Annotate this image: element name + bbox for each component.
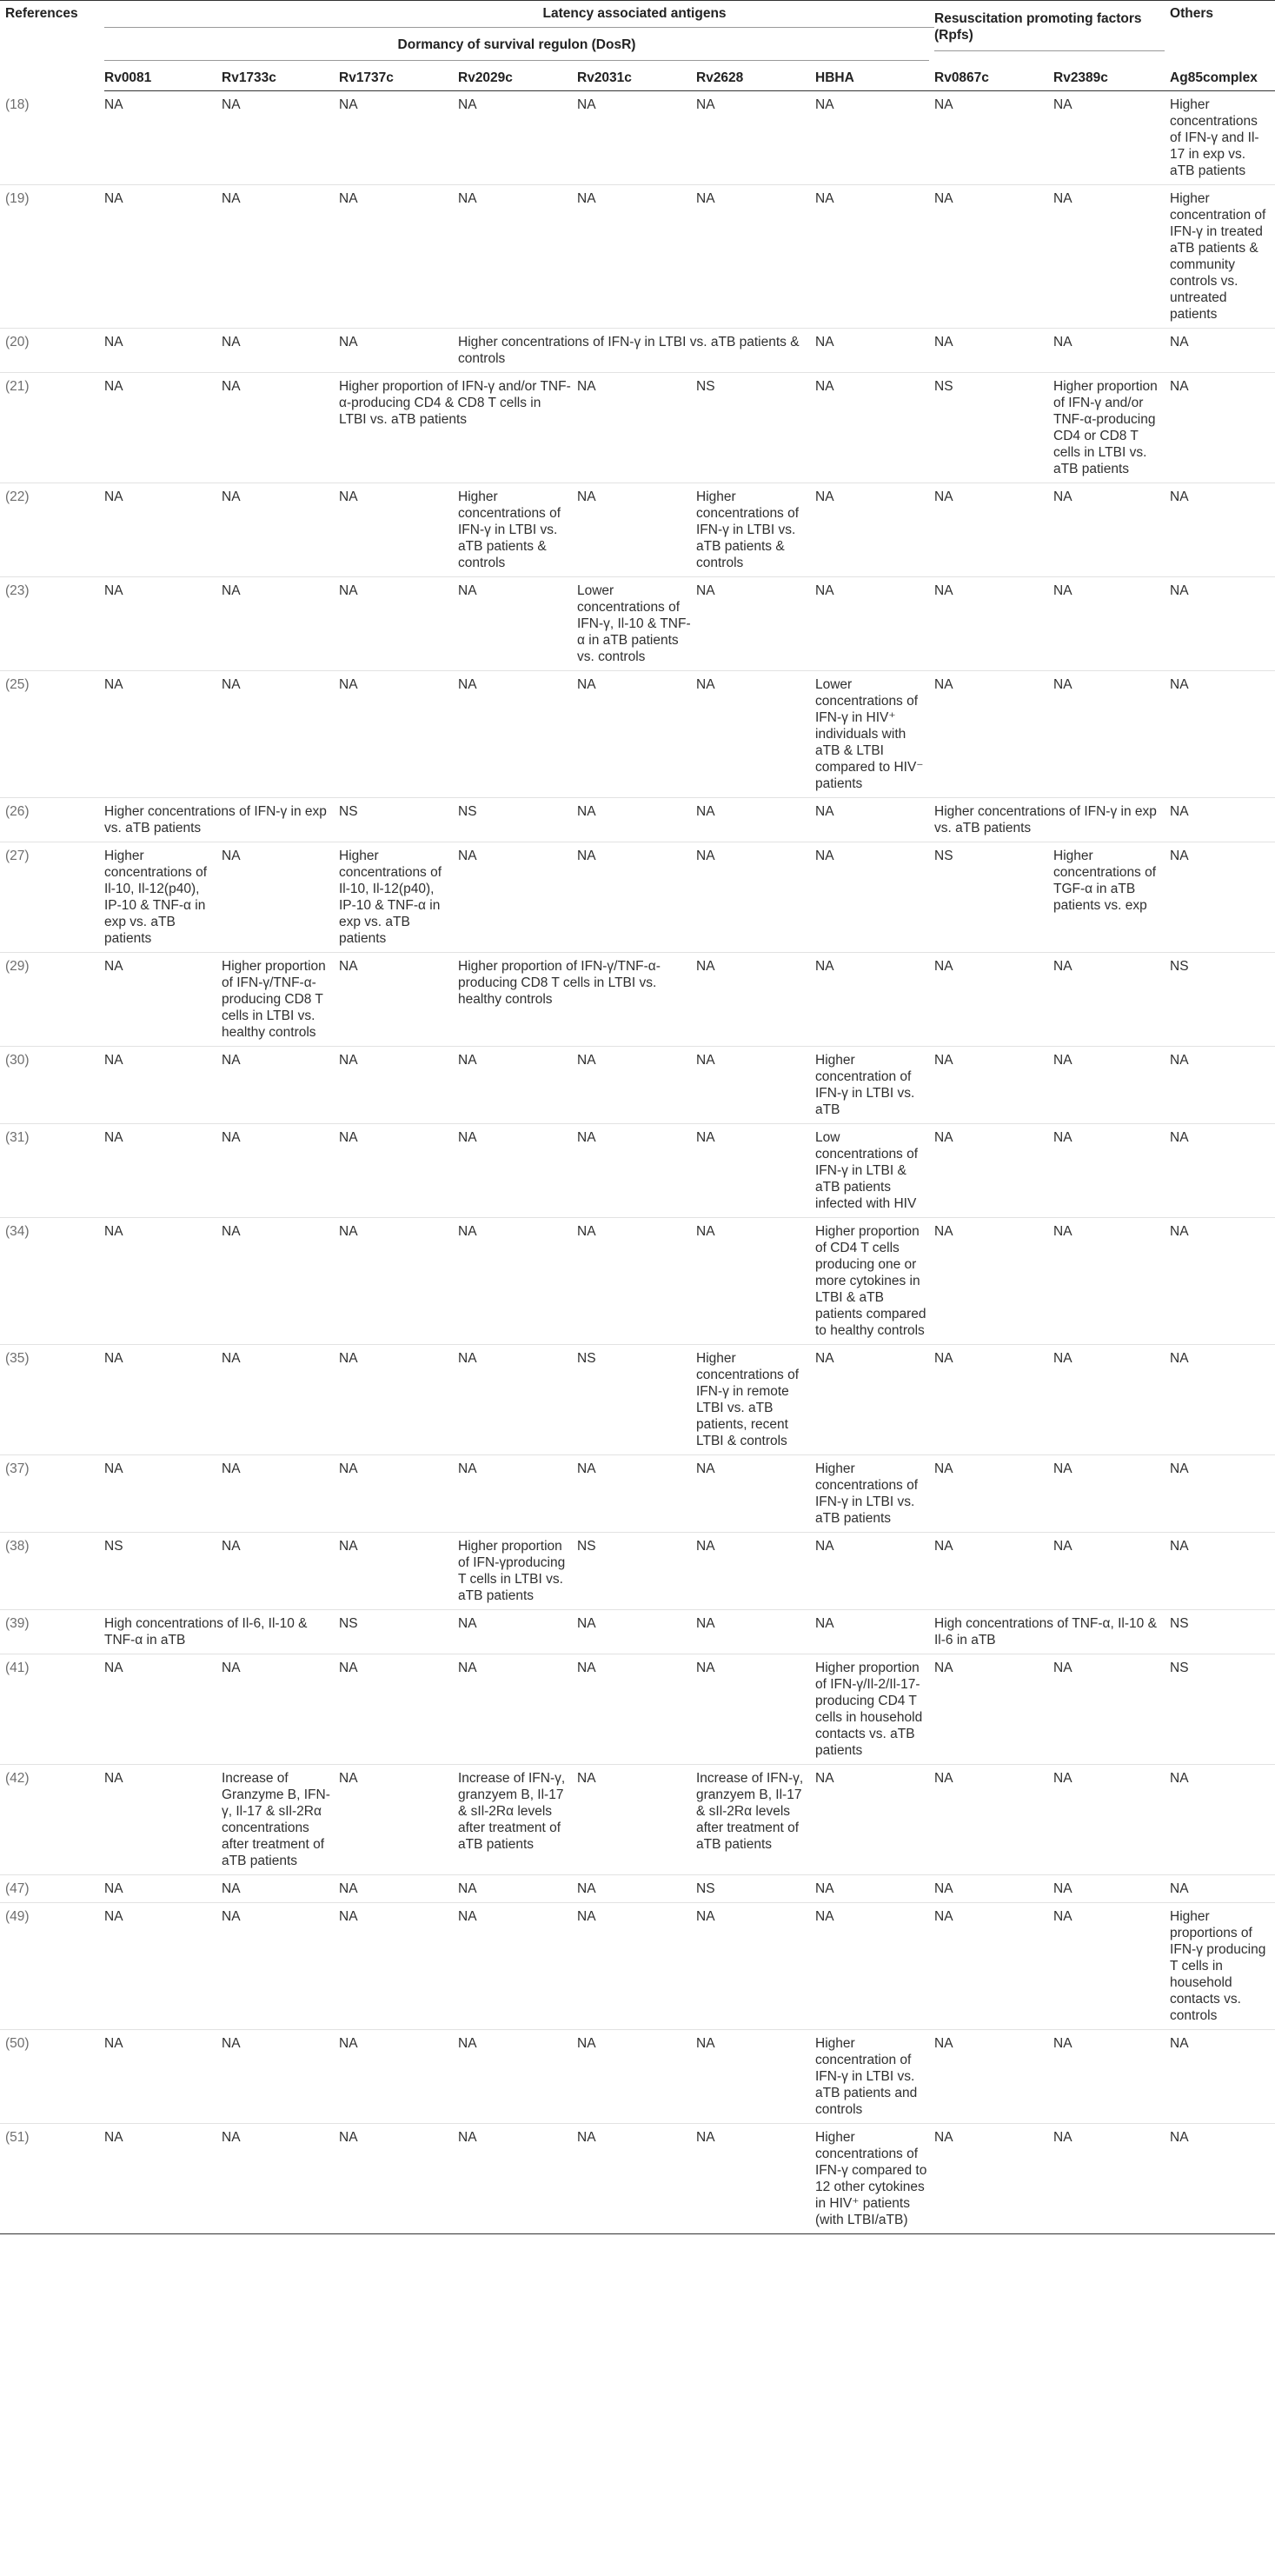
table-cell: NA — [104, 97, 123, 112]
table-cell: NA — [934, 1224, 953, 1239]
table-cell: NA — [339, 1661, 358, 1675]
table-cell: NA — [458, 1351, 477, 1366]
table-cell: High concentrations of Il-6, Il-10 & TNF-α in aTB — [104, 1616, 308, 1647]
table-cell: Increase of Granzyme B, IFN-γ, Il-17 & sIl-2Rα concentrations after treatment of aTB patients — [222, 1771, 330, 1868]
reference-cell: (39) — [5, 1616, 30, 1631]
table-cell: NS — [696, 1881, 715, 1896]
table-cell: NA — [1170, 677, 1189, 692]
table-cell: NA — [104, 1351, 123, 1366]
table-cell: NA — [1170, 2130, 1189, 2145]
table-cell: NA — [1053, 1881, 1072, 1896]
table-cell: NA — [696, 1539, 715, 1554]
table-cell: NA — [104, 335, 123, 349]
table-cell: NA — [1053, 2130, 1072, 2145]
table-cell: Higher proportions of IFN-γ producing T cells in household contacts vs. controls — [1170, 1909, 1266, 2023]
table-cell: NA — [1170, 849, 1189, 863]
table-cell: NA — [1053, 1351, 1072, 1366]
table-cell: NA — [577, 1661, 596, 1675]
table-cell: NA — [934, 677, 953, 692]
reference-cell: (42) — [5, 1771, 30, 1786]
table-cell: NA — [696, 1616, 715, 1631]
reference-cell: (31) — [5, 1130, 30, 1145]
table-cell: NA — [458, 191, 477, 206]
table-row — [0, 1218, 1275, 1345]
table-cell: Higher concentration of IFN-γ in LTBI vs. aTB — [815, 1053, 915, 1117]
table-cell: NA — [577, 2130, 596, 2145]
header-rpfs: Resuscitation promoting factors (Rpfs) — [934, 32, 1170, 65]
table-cell: NA — [815, 1351, 834, 1366]
table-cell: NA — [934, 335, 953, 349]
table-cell: NA — [222, 379, 241, 394]
table-cell: NA — [815, 1616, 834, 1631]
table-cell: Higher concentrations of IFN-γ in LTBI vs. aTB patients & controls — [696, 489, 800, 570]
table-row — [0, 1654, 1275, 1765]
table-cell: NA — [696, 2036, 715, 2051]
header-latency-antigens: Latency associated antigens — [104, 1, 1170, 33]
table-row — [0, 577, 1275, 671]
column-header: Rv1737c — [339, 65, 458, 91]
table-cell: Lower concentrations of IFN-γ, Il-10 & TNF-α in aTB patients vs. controls — [577, 583, 691, 664]
table-cell: NA — [104, 2036, 123, 2051]
reference-cell: (19) — [5, 191, 30, 206]
reference-cell: (22) — [5, 489, 30, 504]
table-cell: NA — [934, 97, 953, 112]
reference-cell: (25) — [5, 677, 30, 692]
table-cell: NA — [696, 849, 715, 863]
reference-cell: (35) — [5, 1351, 30, 1366]
table-cell: NA — [577, 1224, 596, 1239]
table-cell: Higher proportion of IFN-γ and/or TNF-α-producing CD4 or CD8 T cells in LTBI vs. aTB patients — [1053, 379, 1158, 476]
table-cell: NA — [339, 1461, 358, 1476]
table-cell: NA — [696, 677, 715, 692]
table-cell: Higher concentrations of IFN-γ compared to 12 other cytokines in HIV⁺ patients (with LTBI/aTB) — [815, 2130, 927, 2227]
table-row — [0, 1124, 1275, 1218]
table-cell: NA — [458, 849, 477, 863]
table-cell: NA — [1053, 2036, 1072, 2051]
table-cell: NA — [577, 1053, 596, 1068]
table-row — [0, 798, 1275, 842]
table-cell: NA — [696, 1224, 715, 1239]
header-dosr: Dormancy of survival regulon (DosR) — [104, 32, 934, 65]
reference-cell: (41) — [5, 1661, 30, 1675]
table-cell: NA — [339, 1053, 358, 1068]
reference-cell: (47) — [5, 1881, 30, 1896]
table-cell: NA — [577, 1616, 596, 1631]
table-row — [0, 1533, 1275, 1610]
table-row — [0, 483, 1275, 577]
table-cell: NA — [104, 191, 123, 206]
table-cell: NS — [339, 1616, 358, 1631]
table-cell: Increase of IFN-γ, granzyem B, Il-17 & sIl-2Rα levels after treatment of aTB patients — [696, 1771, 804, 1852]
table-row — [0, 373, 1275, 483]
table-cell: NA — [339, 1881, 358, 1896]
table-cell: NA — [934, 191, 953, 206]
column-header: Rv2389c — [1053, 65, 1170, 91]
table-cell: Higher concentration of IFN-γ in treated aTB patients & community controls vs. untreated patients — [1170, 191, 1266, 322]
table-cell: NA — [934, 489, 953, 504]
table-cell: NA — [1053, 489, 1072, 504]
table-cell: NA — [339, 1130, 358, 1145]
table-cell: NA — [104, 959, 123, 974]
table-cell: NA — [339, 1539, 358, 1554]
table-cell: NA — [222, 583, 241, 598]
table-cell: NA — [1170, 1224, 1189, 1239]
table-cell: NA — [696, 191, 715, 206]
table-cell: NS — [1170, 1661, 1189, 1675]
table-cell: NA — [577, 379, 596, 394]
table-cell: NA — [815, 1909, 834, 1924]
table-cell: NA — [577, 97, 596, 112]
table-cell: NA — [1053, 191, 1072, 206]
table-cell: Higher concentrations of IFN-γ in LTBI vs. aTB patients & controls — [458, 335, 800, 366]
table-cell: NA — [815, 379, 834, 394]
table-cell: NA — [1170, 1351, 1189, 1366]
table-cell: NS — [934, 379, 953, 394]
reference-cell: (51) — [5, 2130, 30, 2145]
table-cell: NA — [222, 1224, 241, 1239]
table-cell: NA — [339, 2130, 358, 2145]
table-cell: NA — [934, 1053, 953, 1068]
table-cell: NA — [934, 1130, 953, 1145]
table-cell: NA — [934, 1909, 953, 1924]
table-cell: NS — [934, 849, 953, 863]
table-cell: High concentrations of TNF-α, Il-10 & Il-6 in aTB — [934, 1616, 1157, 1647]
table-cell: NA — [222, 1053, 241, 1068]
table-cell: NA — [222, 1661, 241, 1675]
table-cell: NA — [1170, 379, 1189, 394]
table-cell: NA — [1170, 2036, 1189, 2051]
table-cell: NA — [934, 1771, 953, 1786]
table-cell: NA — [815, 97, 834, 112]
table-cell: NA — [339, 2036, 358, 2051]
reference-cell: (30) — [5, 1053, 30, 1068]
table-cell: NA — [458, 1130, 477, 1145]
table-cell: NA — [458, 1616, 477, 1631]
table-cell: NA — [104, 1909, 123, 1924]
table-cell: NA — [1170, 1053, 1189, 1068]
table-cell: NA — [458, 2130, 477, 2145]
table-cell: NA — [104, 1130, 123, 1145]
table-cell: Higher proportion of CD4 T cells producing one or more cytokines in LTBI & aTB patients compared to healthy controls — [815, 1224, 926, 1338]
table-cell: NA — [458, 1909, 477, 1924]
column-header: Rv1733c — [222, 65, 339, 91]
table-cell: NA — [104, 379, 123, 394]
table-cell: NA — [339, 583, 358, 598]
table-cell: NA — [222, 335, 241, 349]
table-cell: NA — [222, 849, 241, 863]
table-cell: NA — [1053, 1461, 1072, 1476]
column-header: Ag85complex — [1170, 65, 1275, 91]
table-row — [0, 1455, 1275, 1533]
reference-cell: (50) — [5, 2036, 30, 2051]
table-cell: NA — [1170, 489, 1189, 504]
table-cell: NA — [222, 489, 241, 504]
table-cell: NA — [1053, 335, 1072, 349]
table-cell: NA — [934, 959, 953, 974]
table-cell: NA — [339, 1909, 358, 1924]
table-cell: NA — [1170, 1130, 1189, 1145]
table-row — [0, 185, 1275, 329]
table-cell: NA — [458, 1661, 477, 1675]
table-cell: NA — [696, 1661, 715, 1675]
table-cell: NA — [339, 489, 358, 504]
table-cell: NA — [222, 677, 241, 692]
table-cell: NA — [696, 1461, 715, 1476]
table-cell: NA — [1053, 959, 1072, 974]
table-cell: NA — [104, 1881, 123, 1896]
table-cell: NA — [104, 489, 123, 504]
table-cell: NA — [339, 959, 358, 974]
reference-cell: (18) — [5, 97, 30, 112]
table-cell: NA — [696, 1909, 715, 1924]
table-cell: NS — [458, 804, 477, 819]
reference-cell: (27) — [5, 849, 30, 863]
table-cell: NA — [815, 191, 834, 206]
table-row — [0, 1765, 1275, 1875]
table-cell: NS — [577, 1351, 596, 1366]
table-cell: NA — [222, 1539, 241, 1554]
table-cell: NA — [1170, 1539, 1189, 1554]
table-cell: Higher concentration of IFN-γ in LTBI vs. aTB patients and controls — [815, 2036, 918, 2117]
reference-cell: (37) — [5, 1461, 30, 1476]
table-cell: NA — [339, 1771, 358, 1786]
table-cell: NA — [577, 849, 596, 863]
table-cell: NA — [1170, 583, 1189, 598]
column-header: Rv2628 — [696, 65, 815, 91]
table-cell: NA — [815, 1771, 834, 1786]
table-cell: NA — [222, 1881, 241, 1896]
table-cell: NA — [815, 1539, 834, 1554]
table-cell: NA — [577, 489, 596, 504]
table-cell: NA — [696, 583, 715, 598]
table-cell: NA — [1170, 1881, 1189, 1896]
table-cell: NS — [104, 1539, 123, 1554]
table-cell: Higher concentrations of IFN-γ in remote LTBI vs. aTB patients, recent LTBI & controls — [696, 1351, 800, 1448]
table-cell: NA — [458, 1053, 477, 1068]
table-cell: Higher concentrations of TGF-α in aTB patients vs. exp — [1053, 849, 1157, 913]
table-cell: NA — [339, 191, 358, 206]
table-cell: NA — [577, 1909, 596, 1924]
table-cell: NA — [934, 1539, 953, 1554]
table-cell: NA — [339, 1224, 358, 1239]
table-cell: NA — [815, 335, 834, 349]
table-cell: NA — [577, 677, 596, 692]
reference-cell: (20) — [5, 335, 30, 349]
table-cell: NA — [222, 97, 241, 112]
header-references: References — [0, 1, 104, 91]
table-cell: Higher concentrations of IFN-γ in LTBI vs. aTB patients & controls — [458, 489, 561, 570]
table-cell: NA — [222, 191, 241, 206]
table-cell: NA — [222, 1909, 241, 1924]
table-cell: NA — [934, 2036, 953, 2051]
table-cell: NA — [577, 1461, 596, 1476]
table-cell: NA — [222, 1130, 241, 1145]
table-cell: NA — [222, 1461, 241, 1476]
reference-cell: (26) — [5, 804, 30, 819]
table-cell: NA — [696, 1053, 715, 1068]
table-cell: NA — [104, 2130, 123, 2145]
table-cell: NA — [458, 1224, 477, 1239]
table-cell: NA — [339, 677, 358, 692]
table-cell: NA — [104, 1053, 123, 1068]
table-cell: NA — [934, 2130, 953, 2145]
table-cell: NA — [458, 1881, 477, 1896]
column-header: Rv0867c — [934, 65, 1053, 91]
table-row — [0, 842, 1275, 953]
table-cell: NS — [577, 1539, 596, 1554]
table-cell: NA — [104, 1661, 123, 1675]
table-cell: NS — [696, 379, 715, 394]
table-cell: NA — [577, 1881, 596, 1896]
reference-cell: (49) — [5, 1909, 30, 1924]
table-row — [0, 2124, 1275, 2234]
table-cell: Lower concentrations of IFN-γ in HIV⁺ individuals with aTB & LTBI compared to HIV⁻ patients — [815, 677, 924, 791]
table-row — [0, 1610, 1275, 1654]
table-cell: NA — [934, 1661, 953, 1675]
reference-cell: (21) — [5, 379, 30, 394]
table-cell: NA — [222, 1351, 241, 1366]
table-cell: NA — [339, 97, 358, 112]
table-row — [0, 2030, 1275, 2124]
table-row — [0, 91, 1275, 185]
table-cell: NA — [1053, 1130, 1072, 1145]
table-cell: NS — [1170, 959, 1189, 974]
table-cell: NA — [1170, 1461, 1189, 1476]
table-row — [0, 1047, 1275, 1124]
table-cell: NA — [1170, 335, 1189, 349]
table-cell: NA — [458, 583, 477, 598]
table-cell: Higher concentrations of IFN-γ in exp vs. aTB patients — [104, 804, 327, 835]
table-cell: NA — [1053, 1053, 1072, 1068]
table-cell: NA — [577, 1130, 596, 1145]
table-cell: NA — [934, 1461, 953, 1476]
table-cell: NA — [458, 1461, 477, 1476]
table-cell: NA — [104, 1771, 123, 1786]
table-cell: Higher concentrations of IFN-γ in exp vs. aTB patients — [934, 804, 1157, 835]
table-cell: NS — [1170, 1616, 1189, 1631]
table-row — [0, 1345, 1275, 1455]
table-cell: NA — [577, 191, 596, 206]
table-cell: NA — [104, 583, 123, 598]
table-cell: NA — [577, 1771, 596, 1786]
table-cell: NA — [458, 97, 477, 112]
reference-cell: (38) — [5, 1539, 30, 1554]
table-cell: NA — [696, 804, 715, 819]
table-cell: NA — [1053, 1771, 1072, 1786]
table-cell: Higher concentrations of IFN-γ and Il-17 in exp vs. aTB patients — [1170, 97, 1259, 178]
table-cell: NA — [1053, 1539, 1072, 1554]
table-cell: NA — [1170, 1771, 1189, 1786]
table-cell: Higher concentrations of Il-10, Il-12(p40), IP-10 & TNF-α in exp vs. aTB patients — [339, 849, 442, 946]
table-cell: NA — [934, 1351, 953, 1366]
table-cell: Higher proportion of IFN-γ/TNF-α-producing CD8 T cells in LTBI vs. healthy controls — [458, 959, 661, 1007]
table-cell: NA — [696, 2130, 715, 2145]
table-cell: NA — [104, 1461, 123, 1476]
table-cell: Higher proportion of IFN-γproducing T cells in LTBI vs. aTB patients — [458, 1539, 566, 1603]
table-row — [0, 671, 1275, 798]
table-cell: NA — [815, 489, 834, 504]
table-cell: NA — [815, 849, 834, 863]
table-cell: NA — [577, 2036, 596, 2051]
table-cell: NA — [1053, 1909, 1072, 1924]
table-cell: NA — [1053, 583, 1072, 598]
table-cell: Higher concentrations of Il-10, Il-12(p40), IP-10 & TNF-α in exp vs. aTB patients — [104, 849, 208, 946]
table-cell: NA — [458, 677, 477, 692]
table-cell: Higher concentrations of IFN-γ in LTBI vs. aTB patients — [815, 1461, 919, 1526]
table-cell: NA — [815, 959, 834, 974]
table-cell: NA — [934, 1881, 953, 1896]
table-cell: NA — [815, 583, 834, 598]
table-cell: NS — [339, 804, 358, 819]
column-header: Rv2029c — [458, 65, 577, 91]
table-cell: NA — [934, 583, 953, 598]
header-others: Others — [1170, 1, 1275, 66]
reference-cell: (23) — [5, 583, 30, 598]
table-row — [0, 953, 1275, 1047]
table-cell: NA — [815, 804, 834, 819]
table-cell: Higher proportion of IFN-γ/Il-2/Il-17-producing CD4 T cells in household contacts vs. aTB patients — [815, 1661, 923, 1758]
table-cell: NA — [458, 2036, 477, 2051]
table-cell: NA — [1053, 97, 1072, 112]
table-cell: Low concentrations of IFN-γ in LTBI & aTB patients infected with HIV — [815, 1130, 919, 1211]
column-header: Rv2031c — [577, 65, 696, 91]
table-cell: NA — [104, 677, 123, 692]
table-row — [0, 329, 1275, 373]
table-cell: Higher proportion of IFN-γ and/or TNF-α-producing CD4 & CD8 T cells in LTBI vs. aTB patients — [339, 379, 571, 427]
table-cell: NA — [339, 335, 358, 349]
table-cell: Increase of IFN-γ, granzyem B, Il-17 & sIl-2Rα levels after treatment of aTB patients — [458, 1771, 566, 1852]
table-row — [0, 1875, 1275, 1903]
table-cell: NA — [696, 959, 715, 974]
table-cell: NA — [1053, 1224, 1072, 1239]
table-cell: Higher proportion of IFN-γ/TNF-α-producing CD8 T cells in LTBI vs. healthy controls — [222, 959, 326, 1040]
table-cell: NA — [339, 1351, 358, 1366]
table-cell: NA — [696, 97, 715, 112]
table-cell: NA — [1053, 1661, 1072, 1675]
table-cell: NA — [1170, 804, 1189, 819]
table-cell: NA — [1053, 677, 1072, 692]
column-header: HBHA — [815, 65, 934, 91]
table-cell: NA — [222, 2036, 241, 2051]
table-cell: NA — [222, 2130, 241, 2145]
reference-cell: (34) — [5, 1224, 30, 1239]
table-row — [0, 1903, 1275, 2030]
table-cell: NA — [815, 1881, 834, 1896]
reference-cell: (29) — [5, 959, 30, 974]
table-cell: NA — [577, 804, 596, 819]
column-header: Rv0081 — [104, 65, 222, 91]
table-cell: NA — [104, 1224, 123, 1239]
table-cell: NA — [696, 1130, 715, 1145]
